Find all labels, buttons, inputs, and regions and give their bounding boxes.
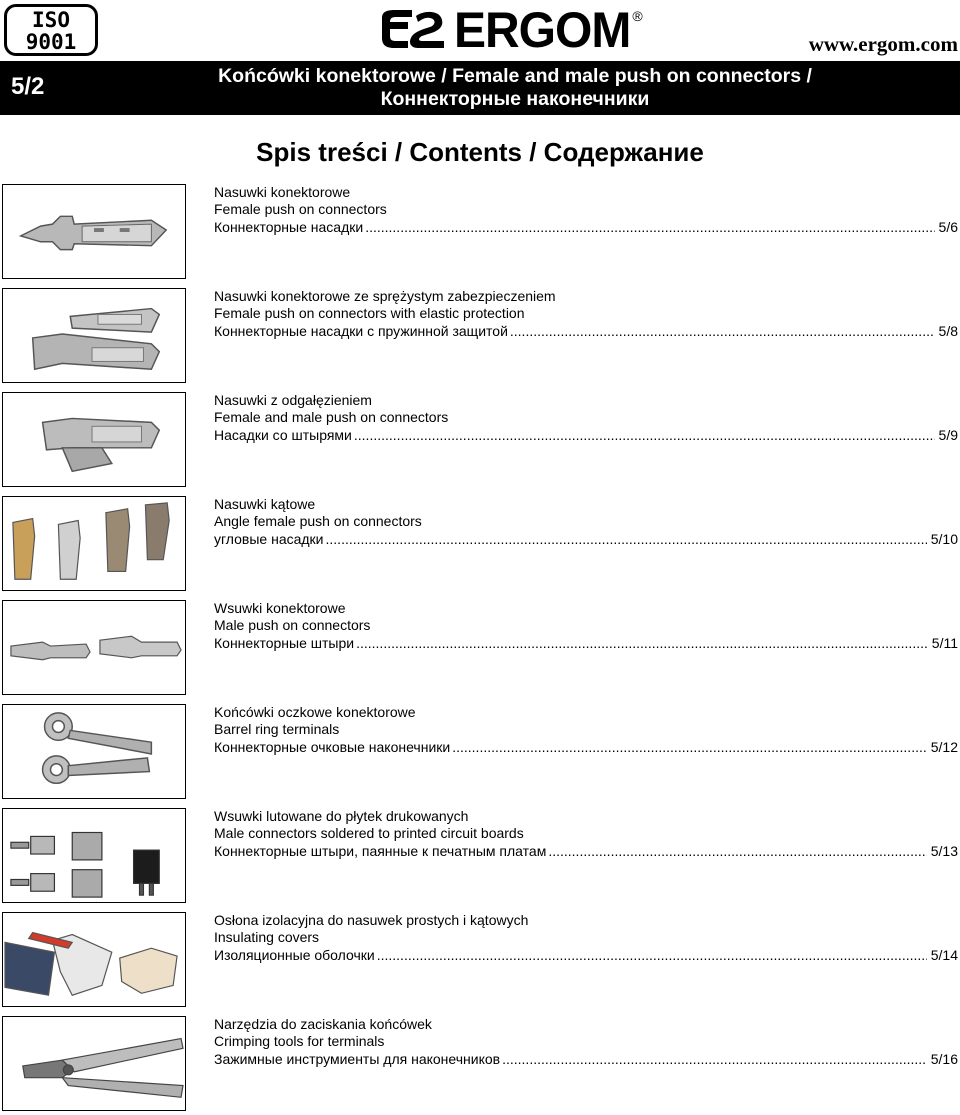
entry-title-ru-row xyxy=(214,323,958,340)
entry-title-pl: Nasuwki z odgałęzieniem xyxy=(214,392,372,408)
entry-page-number[interactable]: 5/8 xyxy=(938,322,958,339)
dot-leader xyxy=(326,531,927,548)
entry-title-en: Female push on connectors with elastic protection xyxy=(214,305,525,322)
entry-text xyxy=(214,496,958,548)
product-photo xyxy=(2,288,186,383)
entry-title-ru-row xyxy=(214,843,958,860)
entry-title-ru-row xyxy=(214,635,958,652)
connector-illustration-icon xyxy=(3,1017,185,1110)
entry-title-en: Male push on connectors xyxy=(214,617,371,634)
contents-entry[interactable] xyxy=(0,704,960,800)
iso-9001-badge xyxy=(4,4,98,56)
connector-illustration-icon xyxy=(3,705,185,798)
entry-title-ru-row xyxy=(214,531,958,548)
contents-entry[interactable] xyxy=(0,496,960,592)
entry-title-pl: Wsuwki konektorowe xyxy=(214,600,346,616)
entry-text xyxy=(214,704,958,756)
entry-text xyxy=(214,392,958,444)
section-title-line1: Końcówki konektorowe / Female and male push on connectors / xyxy=(218,65,812,87)
entry-page-number[interactable]: 5/14 xyxy=(930,946,958,963)
registered-mark: ® xyxy=(632,8,643,24)
entry-page-number[interactable]: 5/10 xyxy=(930,530,958,547)
ergom-logo xyxy=(378,2,643,59)
contents-entry[interactable] xyxy=(0,184,960,280)
section-banner xyxy=(0,61,960,115)
entry-text xyxy=(214,808,958,860)
connector-illustration-icon xyxy=(3,393,185,486)
section-title-line2: Коннекторные наконечники xyxy=(380,88,650,110)
connector-illustration-icon xyxy=(3,185,185,278)
entry-title-pl: Narzędzia do zaciskania końcówek xyxy=(214,1016,432,1032)
section-title xyxy=(130,65,900,111)
entry-text xyxy=(214,1016,958,1068)
iso-badge-line1: ISO xyxy=(32,8,70,32)
connector-illustration-icon xyxy=(3,809,185,902)
product-photo xyxy=(2,704,186,799)
entry-page-number[interactable]: 5/13 xyxy=(930,842,958,859)
contents-entry[interactable] xyxy=(0,808,960,904)
dot-leader xyxy=(354,427,935,444)
entry-title-ru: Насадки со штырями xyxy=(214,426,352,443)
contents-heading xyxy=(0,137,960,168)
contents-heading-text: Spis treści / Contents / Содержание xyxy=(256,137,704,167)
entry-title-ru: Коннекторные штыри, паянные к печатным платам xyxy=(214,842,547,859)
entry-title-en: Insulating covers xyxy=(214,929,320,946)
entry-text xyxy=(214,184,958,236)
entry-title-ru: Коннекторные насадки с пружинной защитой xyxy=(214,322,508,339)
connector-illustration-icon xyxy=(3,497,185,590)
entry-title-ru: Изоляционные оболочки xyxy=(214,946,375,963)
connector-illustration-icon xyxy=(3,913,185,1006)
entry-title-ru: Коннекторные очковые наконечники xyxy=(214,738,451,755)
website-url[interactable]: www.ergom.com xyxy=(808,32,958,56)
iso-badge-line2: 9001 xyxy=(25,30,77,54)
product-photo xyxy=(2,184,186,279)
entry-page-number[interactable]: 5/16 xyxy=(930,1050,958,1067)
dot-leader xyxy=(377,947,927,964)
entry-title-pl: Osłona izolacyjna do nasuwek prostych i kątowych xyxy=(214,912,529,928)
connector-illustration-icon xyxy=(3,289,185,382)
dot-leader xyxy=(356,635,928,652)
contents-entry[interactable] xyxy=(0,1016,960,1112)
entry-title-pl: Wsuwki lutowane do płytek drukowanych xyxy=(214,808,469,824)
page-number: 5/2 xyxy=(11,73,45,100)
entry-title-en: Barrel ring terminals xyxy=(214,721,340,738)
entry-title-ru: Зажимные инструмиенты для наконечников xyxy=(214,1050,501,1067)
entry-title-ru-row xyxy=(214,947,958,964)
entry-title-ru-row xyxy=(214,1051,958,1068)
product-photo xyxy=(2,392,186,487)
entry-title-pl: Nasuwki konektorowe ze sprężystym zabezpieczeniem xyxy=(214,288,556,304)
entry-title-pl: Końcówki oczkowe konektorowe xyxy=(214,704,416,720)
entry-page-number[interactable]: 5/6 xyxy=(938,218,958,235)
entry-title-en: Male connectors soldered to printed circuit boards xyxy=(214,825,524,842)
entry-title-pl: Nasuwki kątowe xyxy=(214,496,316,512)
product-photo xyxy=(2,808,186,903)
entry-title-pl: Nasuwki konektorowe xyxy=(214,184,351,200)
contents-entry[interactable] xyxy=(0,288,960,384)
dot-leader xyxy=(510,323,935,340)
entry-title-en: Crimping tools for terminals xyxy=(214,1033,385,1050)
brand-name: ERGOM xyxy=(454,2,631,59)
dot-leader xyxy=(452,739,927,756)
product-photo xyxy=(2,496,186,591)
ergom-logo-mark-icon xyxy=(378,8,448,54)
entry-title-en: Angle female push on connectors xyxy=(214,513,422,530)
dot-leader xyxy=(365,219,934,236)
entry-title-en: Female push on connectors xyxy=(214,201,387,218)
entry-page-number[interactable]: 5/11 xyxy=(931,634,958,651)
entry-title-ru-row xyxy=(214,427,958,444)
contents-entry[interactable] xyxy=(0,392,960,488)
product-photo xyxy=(2,1016,186,1111)
entry-page-number[interactable]: 5/9 xyxy=(938,426,958,443)
entry-text xyxy=(214,912,958,964)
product-photo xyxy=(2,912,186,1007)
entry-title-en: Female and male push on connectors xyxy=(214,409,449,426)
entry-title-ru: Коннекторные штыри xyxy=(214,634,355,651)
entry-title-ru: Коннекторные насадки xyxy=(214,218,364,235)
entry-text xyxy=(214,600,958,652)
contents-entry[interactable] xyxy=(0,600,960,696)
product-photo xyxy=(2,600,186,695)
entry-page-number[interactable]: 5/12 xyxy=(930,738,958,755)
connector-illustration-icon xyxy=(3,601,185,694)
dot-leader xyxy=(502,1051,927,1068)
entry-title-ru-row xyxy=(214,219,958,236)
entry-text xyxy=(214,288,958,340)
entry-title-ru: угловые насадки xyxy=(214,530,324,547)
entry-title-ru-row xyxy=(214,739,958,756)
dot-leader xyxy=(548,843,926,860)
contents-entry[interactable] xyxy=(0,912,960,1008)
